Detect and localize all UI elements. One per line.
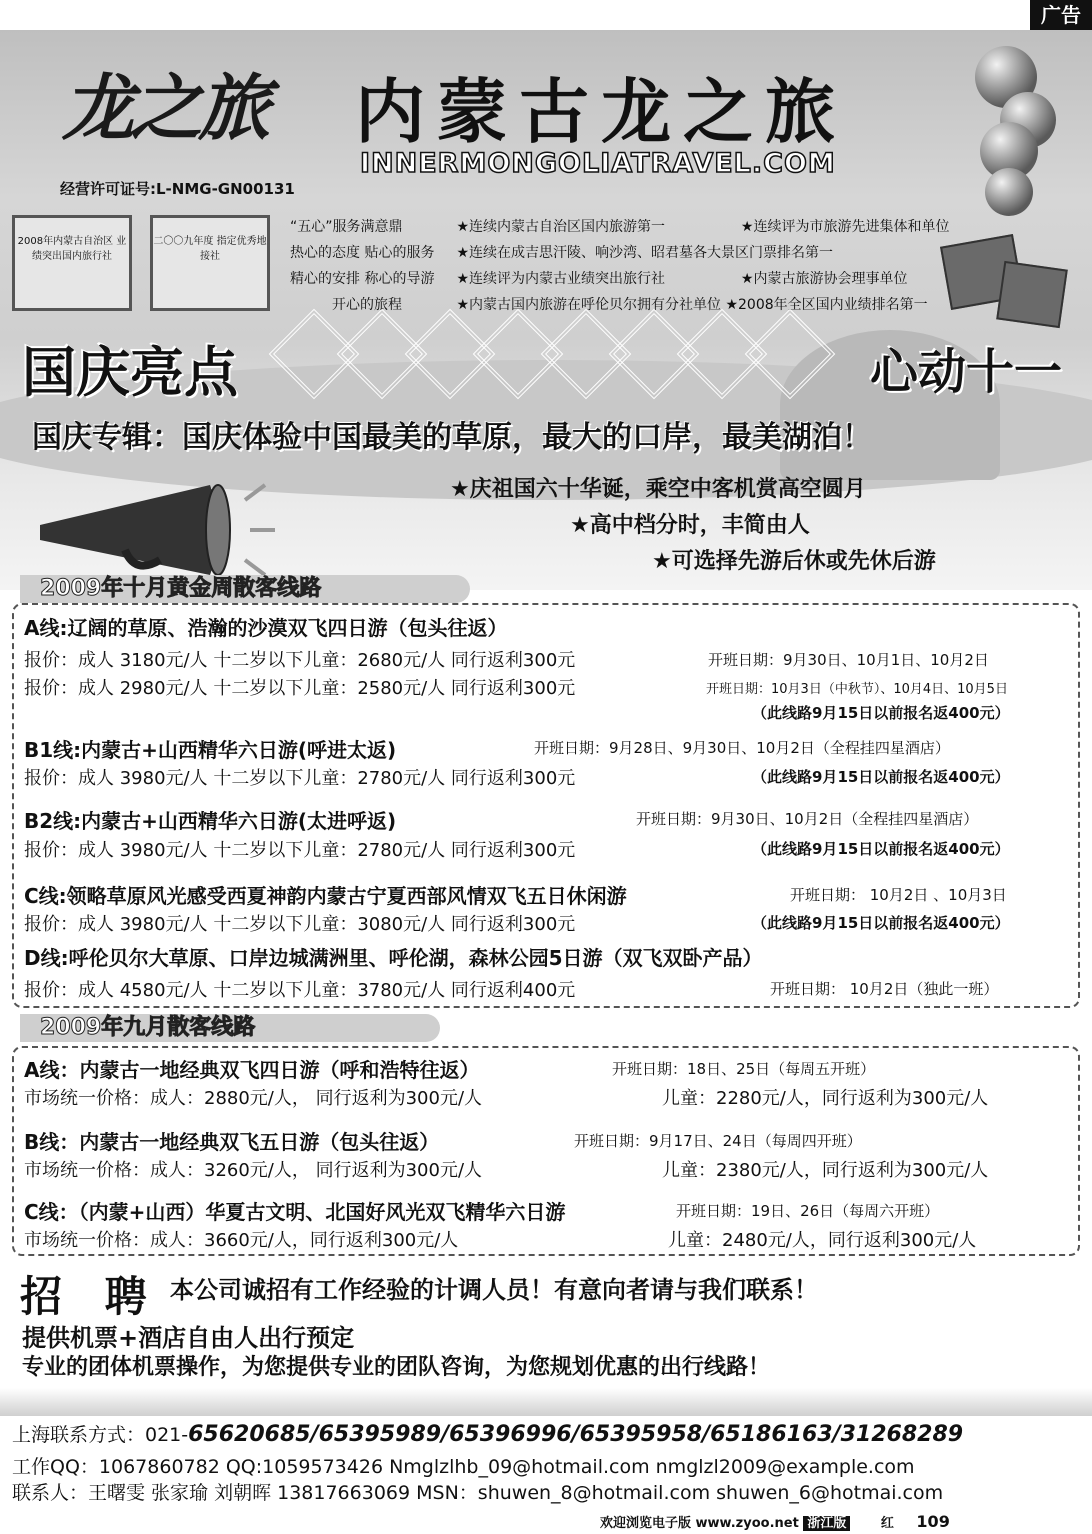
five-heart-line: “五心”服务满意鼎 [290,219,403,235]
headline-right: 心动十一 [870,344,1063,400]
price-row: 市场统一价格：成人：2880元/人， 同行返利为300元/人 [24,1088,483,1109]
feature-line: ★高中档分时，丰简由人 [570,513,810,538]
departure-dates: 开班日期： 10月2日（独此一班） [770,980,999,998]
five-heart-line: 精心的安排 称心的导游 [290,271,435,287]
phone-line [12,1420,963,1447]
departure-dates: 开班日期： 10月2日 、10月3日 [790,886,1007,904]
phone-label: 上海联系方式：021- [12,1424,189,1446]
departure-dates: 开班日期：19日、26日（每周六开班） [676,1202,940,1220]
price-row: 报价：成人 3980元/人 十二岁以下儿童：3080元/人 同行返利300元 [24,914,576,935]
departure-dates: 开班日期：18日、25日（每周五开班） [612,1060,876,1078]
price-row: 市场统一价格：成人：3660元/人，同行返利300元/人 [24,1230,459,1251]
balloon-icon [985,168,1033,216]
route-title: C线：（内蒙+山西）华夏古文明、北国好风光双飞精华六日游 [24,1200,566,1224]
route-title: A线：内蒙古一地经典双飞四日游（呼和浩特往返） [24,1058,480,1082]
edition-label: 浙江版 [803,1516,850,1531]
route-title: D线:呼伦贝尔大草原、口岸边城满洲里、呼伦湖，森林公园5日游（双飞双卧产品） [24,946,763,970]
price-row: 报价：成人 3980元/人 十二岁以下儿童：2780元/人 同行返利300元 [24,768,576,789]
departure-dates: 开班日期：9月30日、10月1日、10月2日 [708,651,989,669]
child-price: 儿童：2280元/人，同行返利为300元/人 [662,1088,989,1109]
price-row: 报价：成人 2980元/人 十二岁以下儿童：2580元/人 同行返利300元 [24,678,576,699]
route-title: B2线:内蒙古+山西精华六日游(太进呼返) [24,809,397,833]
megaphone-icon [40,480,280,580]
national-day-special: 国庆专辑：国庆体验中国最美的草原，最大的口岸，最美湖泊！ [32,420,872,455]
five-heart-line: 热心的态度 贴心的服务 [290,245,435,261]
welcome-text[interactable]: 欢迎浏览电子版 www.zyoo.net [600,1516,799,1531]
logo-calligraphy: 龙之旅 [62,65,267,150]
ad-tag: 广告 [1030,0,1092,30]
price-row: 报价：成人 3180元/人 十二岁以下儿童：2680元/人 同行返利300元 [24,650,576,671]
departure-dates: 开班日期：9月30日、10月2日（全程挂四星酒店） [636,810,979,828]
price-row: 市场统一价格：成人：3260元/人， 同行返利为300元/人 [24,1160,483,1181]
price-row: 报价：成人 3980元/人 十二岁以下儿童：2780元/人 同行返利300元 [24,840,576,861]
october-routes-banner: 2009年十月黄金周散客线路 [20,575,470,603]
gift-box-icon [996,261,1068,328]
departure-dates: 开班日期：9月28日、9月30日、10月2日（全程挂四星酒店） [534,739,950,757]
honor-item: ★内蒙古旅游协会理事单位 [740,271,908,287]
decorative-divider [0,1388,1092,1416]
honors-list [290,214,949,318]
honor-item: ★2008年全区国内业绩排名第一 [725,297,928,313]
five-heart-line: 开心的旅程 [332,297,402,313]
early-booking-note: （此线路9月15日以前报名返400元） [752,914,1010,932]
child-price: 儿童：2480元/人，同行返利300元/人 [668,1230,977,1251]
phone-numbers[interactable]: 65620685/65395989/65396996/65395958/65186163/31268289 [188,1422,964,1447]
brand-title: 内蒙古龙之旅 [355,70,847,153]
honor-item: ★连续评为市旅游先进集体和单位 [740,219,950,235]
contact-people[interactable]: 联系人：王曙雯 张家瑜 刘朝晖 13817663069 MSN：shuwen_8@hotmail.com shuwen_6@hotmai.com [12,1482,944,1504]
color-label: 红 [880,1516,894,1531]
early-booking-note: （此线路9月15日以前报名返400元） [752,840,1010,858]
honor-item: ★连续在成吉思汗陵、响沙湾、昭君墓各大景区门票排名第一 [456,245,834,261]
route-title: B线：内蒙古一地经典双飞五日游（包头往返） [24,1130,440,1154]
services-line: 提供机票+酒店自由人出行预定 [22,1324,355,1352]
certificate-plaque: 2008年内蒙古自治区 业绩突出国内旅行社 [12,215,132,311]
route-title: C线:领略草原风光感受西夏神韵内蒙古宁夏西部风情双飞五日休闲游 [24,884,627,908]
early-booking-note: （此线路9月15日以前报名返400元） [752,768,1010,786]
route-title: A线:辽阔的草原、浩瀚的沙漠双飞四日游（包头往返） [24,616,508,640]
honor-item: ★内蒙古国内旅游在呼伦贝尔拥有分社单位 [456,297,722,313]
page-number: 109 [916,1512,950,1531]
child-price: 儿童：2380元/人，同行返利为300元/人 [662,1160,989,1181]
headline-left: 国庆亮点 [22,341,238,404]
september-routes-banner: 2009年九月散客线路 [20,1014,440,1042]
website-url[interactable]: INNERMONGOLIATRAVEL.COM [360,148,836,179]
page-footer [600,1512,950,1531]
route-title: B1线:内蒙古+山西精华六日游(呼进太返) [24,738,397,762]
recruit-text: 本公司诚招有工作经验的计调人员！有意向者请与我们联系！ [170,1276,818,1304]
feature-line: ★庆祖国六十华诞，乘空中客机赏高空圆月 [450,477,866,502]
honor-item: ★连续内蒙古自治区国内旅游第一 [456,219,666,235]
license-number: 经营许可证号:L-NMG-GN00131 [60,180,295,198]
certificate-plaque: 二〇〇九年度 指定优秀地接社 [150,215,270,311]
departure-dates: 开班日期：9月17日、24日（每周四开班） [574,1132,862,1150]
feature-line: ★可选择先游后休或先休后游 [652,549,936,574]
recruit-label: 招 聘 [20,1272,161,1321]
honor-item: ★连续评为内蒙古业绩突出旅行社 [456,271,666,287]
early-booking-note: （此线路9月15日以前报名返400元） [752,704,1010,722]
qq-line[interactable]: 工作QQ：1067860782 QQ:1059573426 Nmglzlhb_09@hotmail.com nmglzl2009@example.com [12,1456,915,1478]
departure-dates: 开班日期：10月3日（中秋节）、10月4日、10月5日 [706,682,1008,697]
slogan-line: 专业的团体机票操作，为您提供专业的团队咨询，为您规划优惠的出行线路！ [22,1355,771,1380]
price-row: 报价：成人 4580元/人 十二岁以下儿童：3780元/人 同行返利400元 [24,980,576,1001]
